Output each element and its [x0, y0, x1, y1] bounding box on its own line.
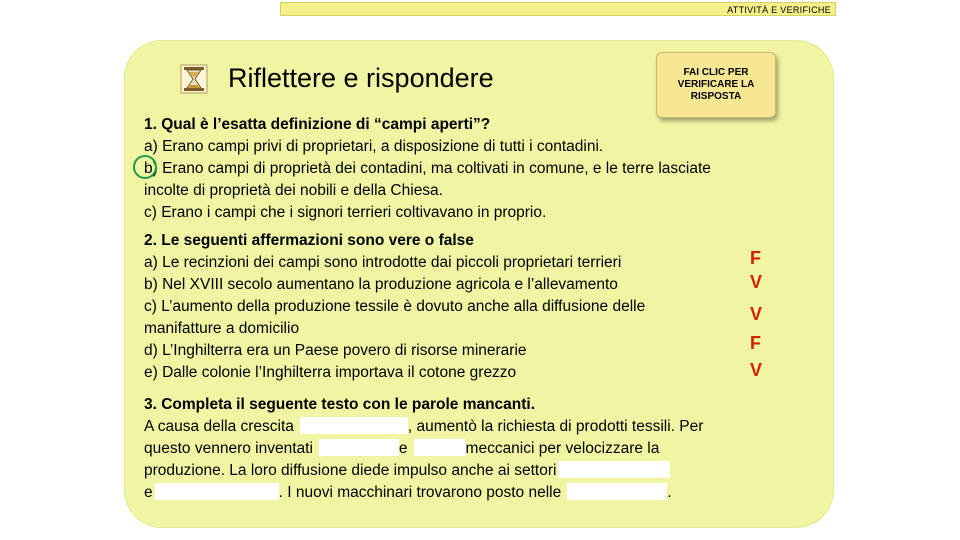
fill-text-segment: e: [398, 440, 408, 457]
statement-a: a) Le recinzioni dei campi sono introdotte dai piccoli proprietari terrieri: [144, 254, 622, 271]
statement-b: b) Nel XVIII secolo aumentano la produzione agricola e l’allevamento: [144, 276, 618, 293]
fill-text-segment: produzione. La loro diffusione diede impulso anche ai settori: [144, 462, 557, 479]
blank-field[interactable]: [558, 461, 670, 478]
answer-e: V: [750, 360, 763, 380]
correct-answer-circle: [133, 155, 157, 179]
fill-text-segment: A causa della crescita: [144, 418, 294, 435]
fill-text-segment: e: [144, 484, 153, 501]
blank-field[interactable]: [300, 417, 408, 434]
blank-field[interactable]: [319, 439, 399, 456]
blank-field[interactable]: [155, 483, 279, 500]
fill-text-segment: . I nuovi macchinari trovarono posto nelle: [278, 484, 562, 501]
fill-text-segment: meccanici per velocizzare la: [465, 440, 660, 457]
statement-e: e) Dalle colonie l’Inghilterra importava il cotone grezzo: [144, 364, 517, 381]
answer-b: V: [750, 272, 763, 292]
question-1-option-continued: incolte di proprietà dei nobili e della Chiesa.: [144, 182, 443, 199]
question-1-option: b) Erano campi di proprietà dei contadini, ma coltivati in comune, e le terre lasciate: [144, 160, 711, 177]
question-1-option: c) Erano i campi che i signori terrieri coltivavano in proprio.: [144, 204, 547, 221]
answer-a: F: [750, 248, 761, 268]
section-banner: [280, 2, 836, 16]
blank-field[interactable]: [414, 439, 466, 456]
fill-text-line: [144, 438, 814, 460]
section-label: ATTIVITÀ E VERIFICHE: [727, 5, 831, 15]
question-1-heading: 1. Qual è l’esatta definizione di “campi aperti”?: [144, 116, 491, 133]
fill-text-segment: .: [667, 484, 672, 501]
question-3-heading: 3. Completa il seguente testo con le parole mancanti.: [144, 396, 536, 413]
fill-text-line: [144, 460, 814, 482]
fill-text-segment: , aumentò la richiesta di prodotti tessili. Per: [407, 418, 704, 435]
statement-c-continued: manifatture a domicilio: [144, 320, 300, 337]
question-2: [144, 230, 724, 384]
question-1-option: a) Erano campi privi di proprietari, a disposizione di tutti i contadini.: [144, 138, 604, 155]
verify-answer-button[interactable]: [656, 52, 776, 118]
hourglass-icon: [180, 64, 208, 94]
statement-d: d) L’Inghilterra era un Paese povero di risorse minerarie: [144, 342, 527, 359]
answer-d: F: [750, 333, 761, 353]
question-1: [144, 114, 814, 224]
answer-c: V: [750, 304, 763, 324]
fill-text-segment: questo vennero inventati: [144, 440, 313, 457]
question-3: [144, 394, 814, 504]
question-2-heading: 2. Le seguenti affermazioni sono vere o false: [144, 232, 474, 249]
page-title: Riflettere e rispondere: [228, 63, 494, 93]
fill-text-line: [144, 482, 814, 504]
fill-text-line: [144, 416, 814, 438]
blank-field[interactable]: [567, 483, 667, 500]
verify-answer-label: FAI CLIC PER VERIFICARE LA RISPOSTA: [677, 67, 755, 102]
statement-c: c) L’aumento della produzione tessile è dovuto anche alla diffusione delle: [144, 298, 646, 315]
